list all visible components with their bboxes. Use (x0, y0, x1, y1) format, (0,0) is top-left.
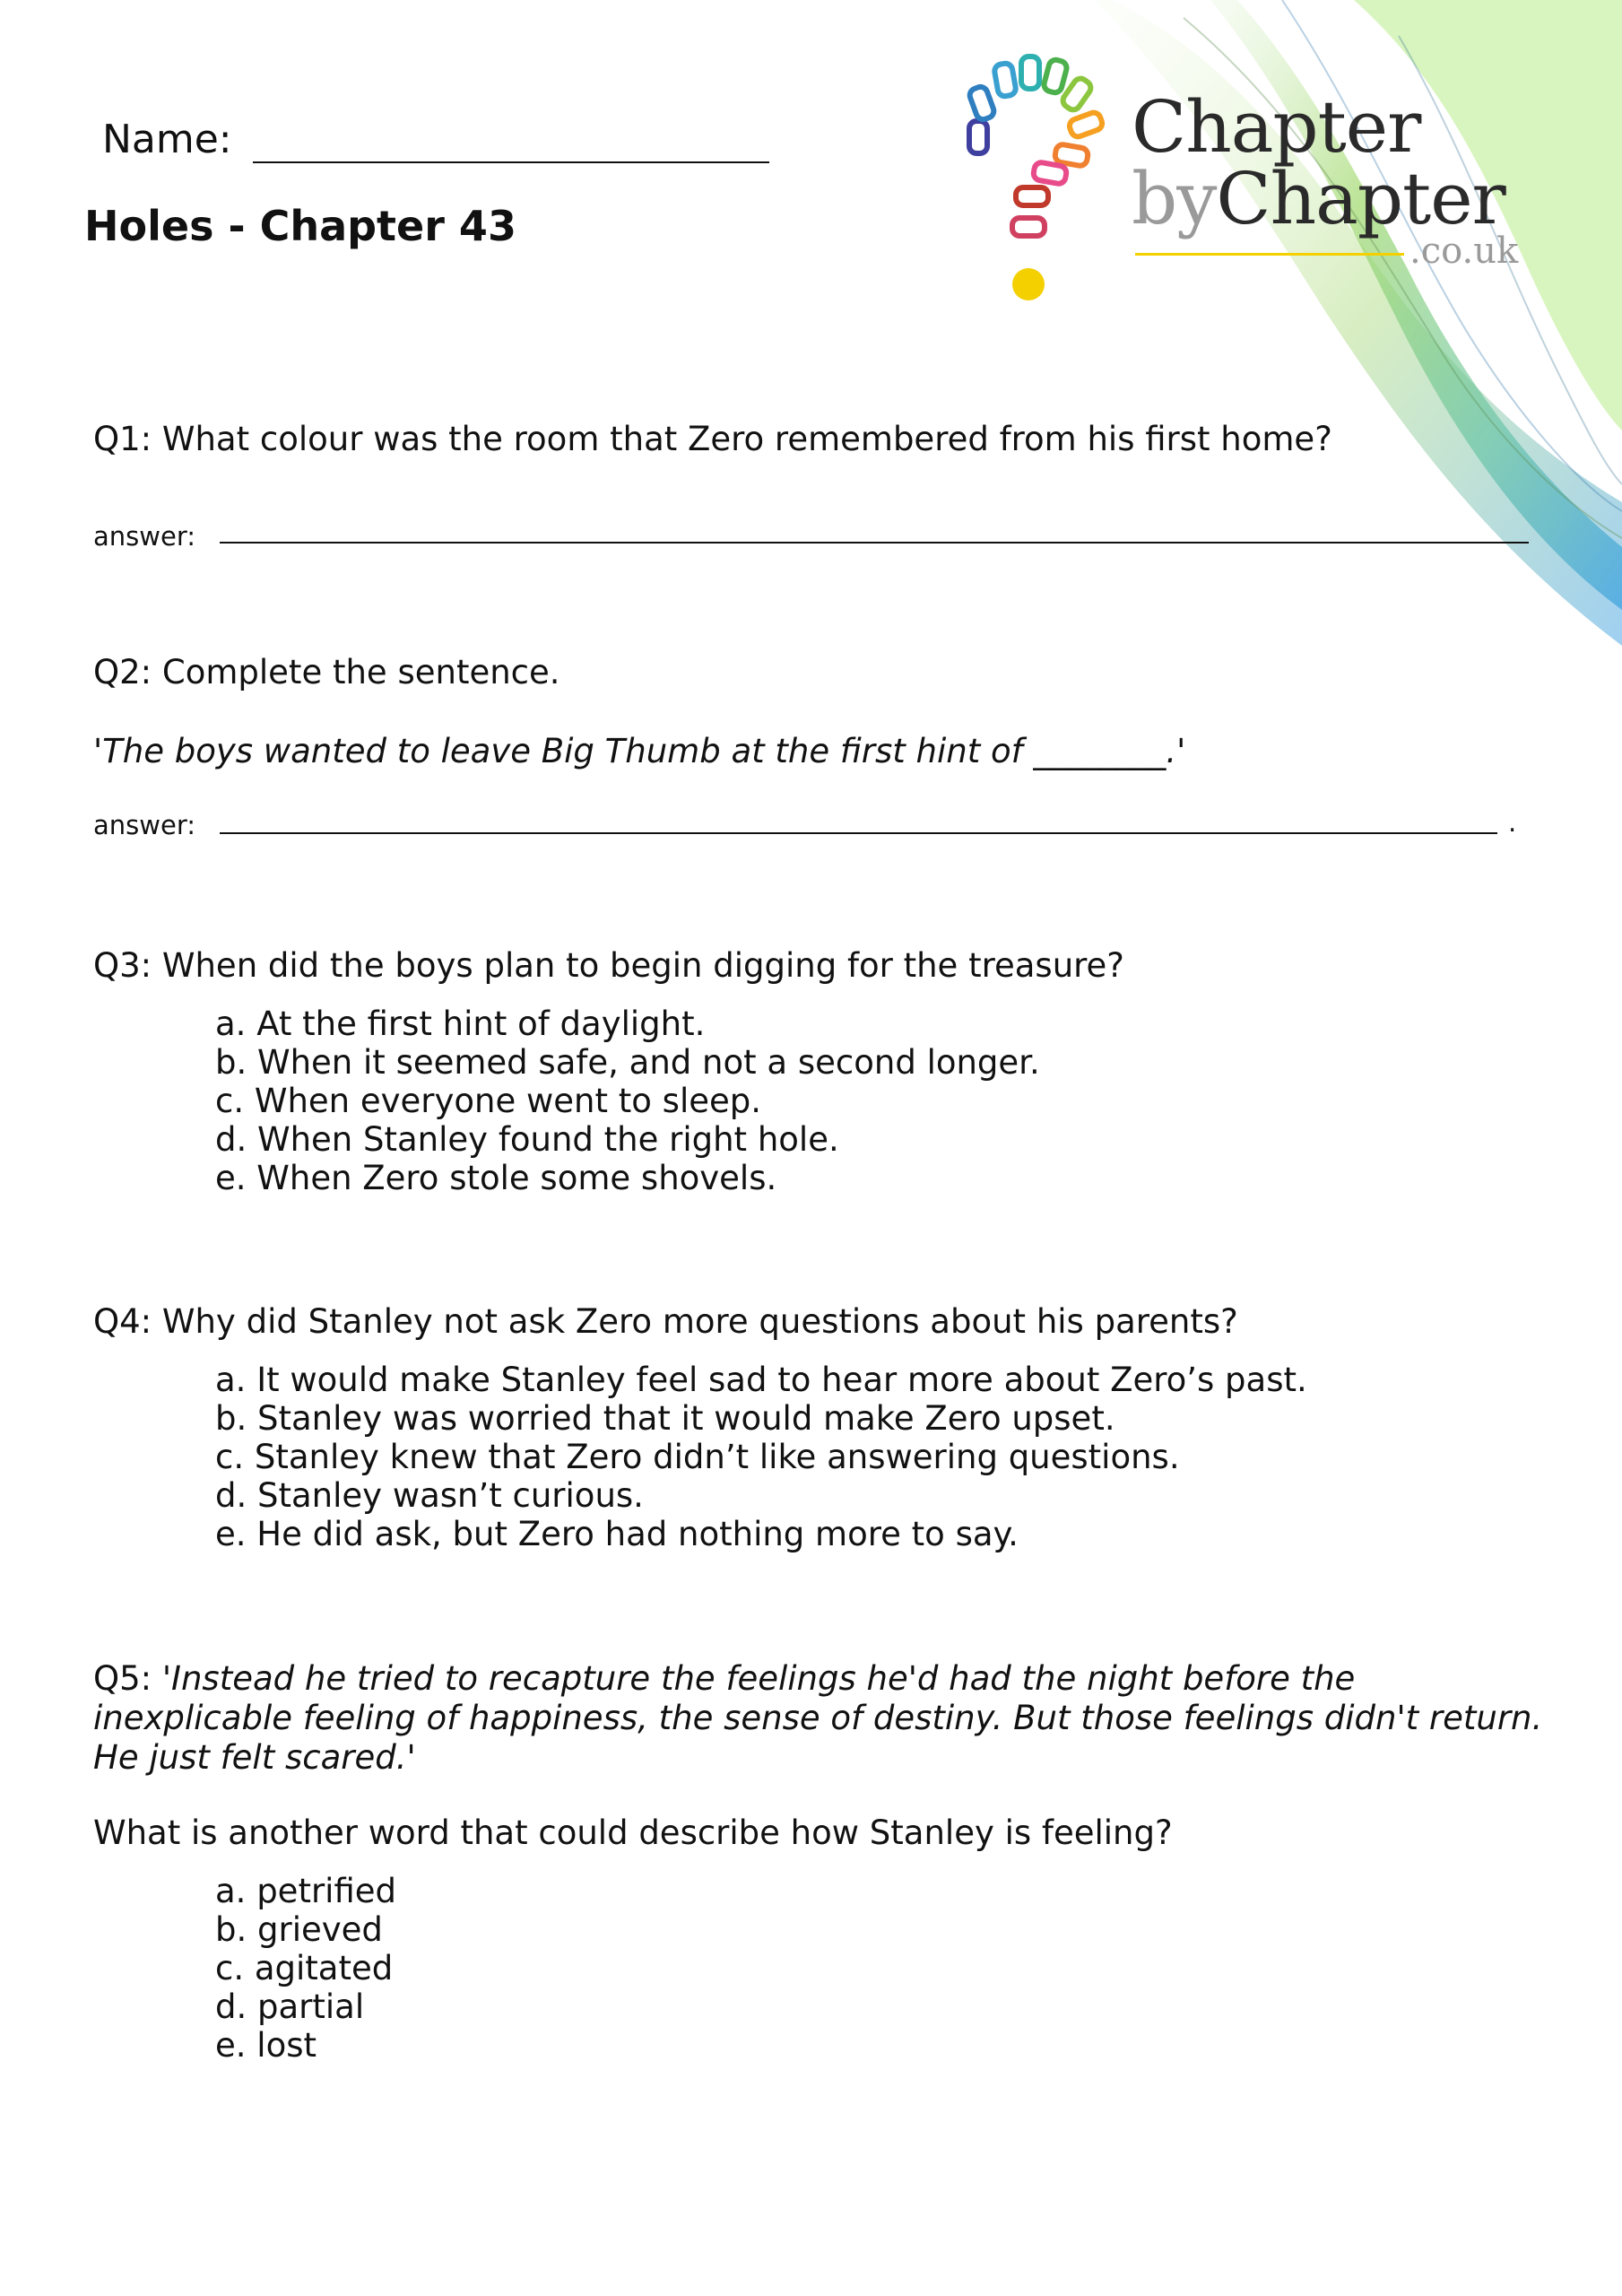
logo-wordmark-line1: Chapter (1132, 85, 1421, 169)
q5-option-b[interactable]: b. grieved (215, 1910, 383, 1949)
q3-option-e[interactable]: e. When Zero stole some shovels. (215, 1159, 777, 1197)
logo-wordmark-line2 (1132, 157, 1505, 240)
logo-domain-suffix: .co.uk (1409, 230, 1519, 272)
q3-options (215, 1004, 1040, 1197)
worksheet-title: Holes - Chapter 43 (84, 202, 516, 250)
q5-option-e[interactable]: e. lost (215, 2026, 317, 2065)
question-3: Q3: When did the boys plan to begin digging for the treasure? (93, 946, 1124, 985)
q2-answer-period: . (1508, 807, 1517, 838)
q5-quote-line3: He just felt scared.' (93, 1738, 416, 1777)
q4-option-e[interactable]: e. He did ask, but Zero had nothing more to say. (215, 1515, 1019, 1553)
q4-options (215, 1361, 1307, 1553)
q5-option-a[interactable]: a. petrified (215, 1872, 397, 1910)
q3-option-d[interactable]: d. When Stanley found the right hole. (215, 1120, 839, 1159)
logo-underline (1135, 253, 1404, 256)
question-2: Q2: Complete the sentence. (93, 653, 560, 691)
q5-option-d[interactable]: d. partial (215, 1987, 365, 2026)
q1-answer-label: answer: (93, 521, 196, 552)
name-label: Name: (102, 117, 232, 162)
q2-answer-label: answer: (93, 810, 196, 840)
q1-answer-line[interactable] (220, 542, 1529, 544)
q4-option-c[interactable]: c. Stanley knew that Zero didn’t like answering questions. (215, 1438, 1180, 1476)
name-line[interactable] (253, 161, 769, 163)
q2-quote: 'The boys wanted to leave Big Thumb at the first hint of ________.' (93, 732, 1186, 770)
q3-option-c[interactable]: c. When everyone went to sleep. (215, 1082, 762, 1120)
question-5: What is another word that could describe how Stanley is feeling? (93, 1813, 1173, 1852)
q5-quote-line1: 'Instead he tried to recapture the feelings he'd had the night before the (161, 1659, 1356, 1698)
q4-option-a[interactable]: a. It would make Stanley feel sad to hear more about Zero’s past. (215, 1361, 1307, 1399)
logo-by: by (1132, 157, 1217, 240)
question-1: Q1: What colour was the room that Zero remembered from his first home? (93, 420, 1332, 458)
question-mark-books-logo-icon (964, 49, 1121, 309)
q2-answer-line[interactable] (220, 832, 1497, 834)
q5-quote-line2: inexplicable feeling of happiness, the sense of destiny. But those feelings didn't return. (93, 1699, 1543, 1737)
logo-chapter: Chapter (1216, 157, 1505, 240)
q4-option-d[interactable]: d. Stanley wasn’t curious. (215, 1476, 644, 1515)
question-5-quote (93, 1659, 1564, 1778)
q4-option-b[interactable]: b. Stanley was worried that it would make Zero upset. (215, 1399, 1115, 1438)
question-4: Q4: Why did Stanley not ask Zero more questions about his parents? (93, 1302, 1238, 1341)
q3-option-b[interactable]: b. When it seemed safe, and not a second longer. (215, 1043, 1040, 1082)
q5-options (215, 1872, 396, 2065)
q5-option-c[interactable]: c. agitated (215, 1949, 394, 1987)
q5-prefix: Q5: (93, 1659, 162, 1698)
q3-option-a[interactable]: a. At the first hint of daylight. (215, 1004, 706, 1043)
